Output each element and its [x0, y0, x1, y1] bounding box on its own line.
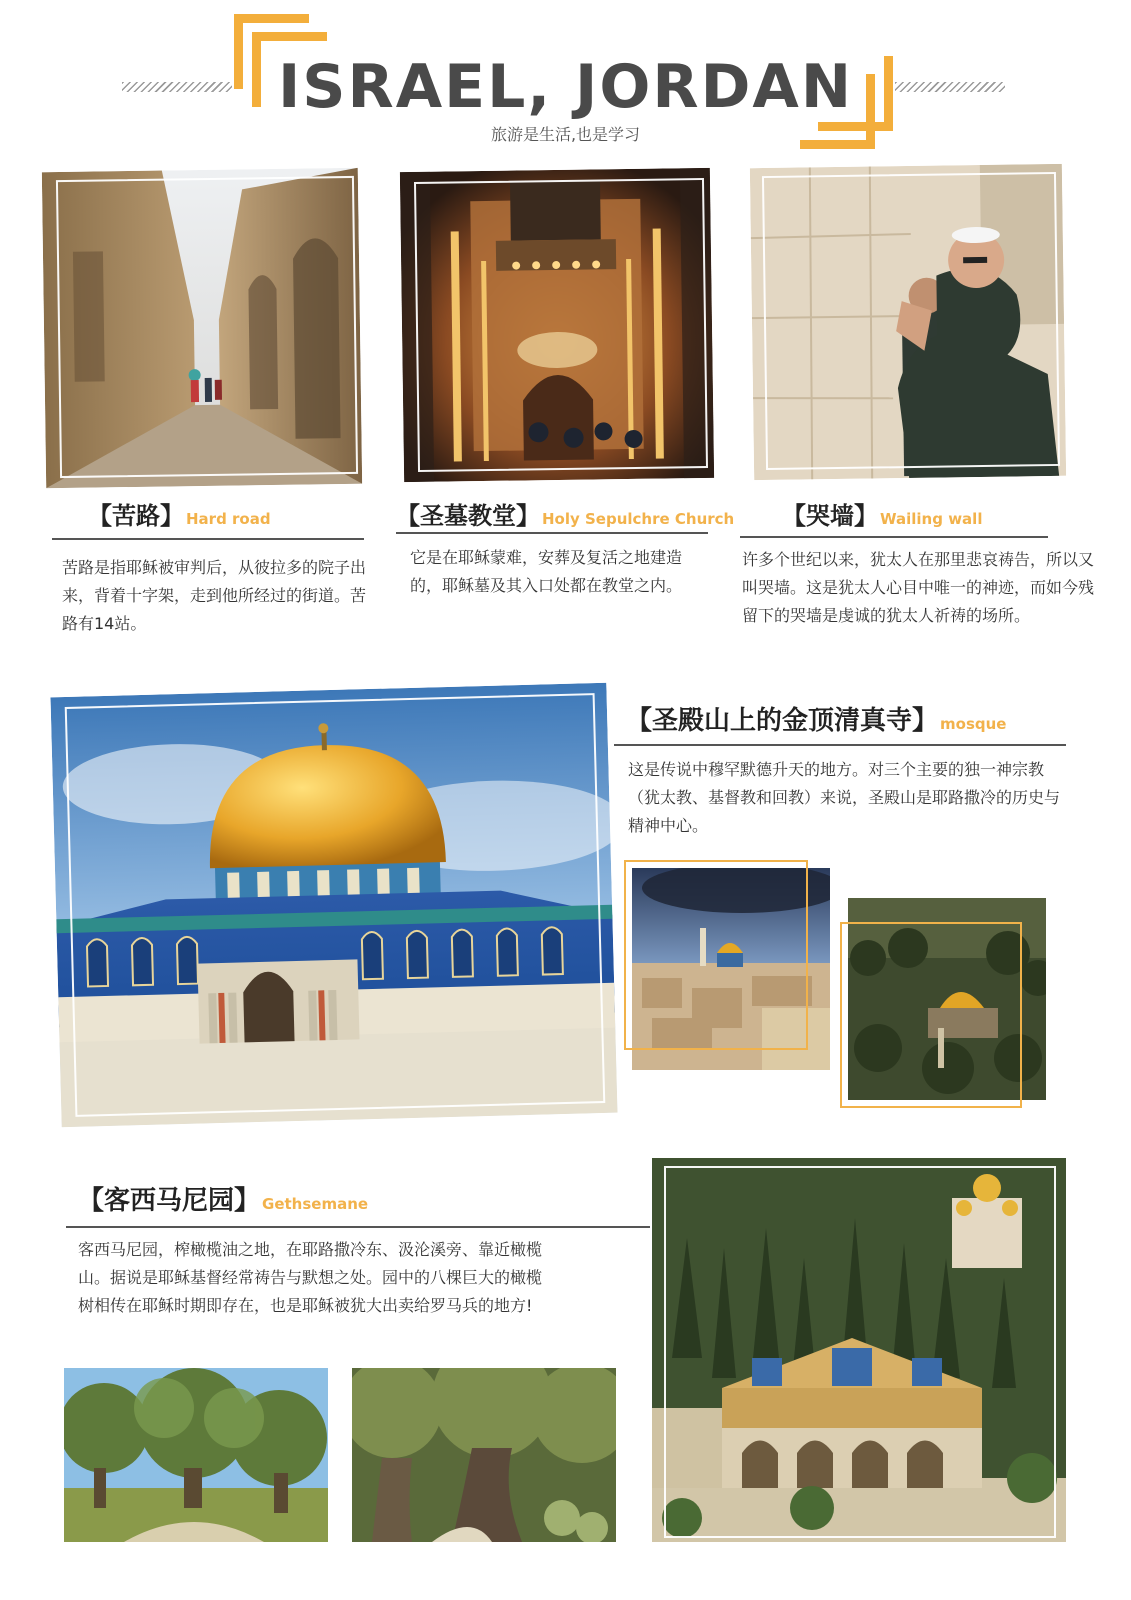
photo-church-of-all-nations: [652, 1158, 1066, 1542]
title-en-holy-sepulchre: Holy Sepulchre Church: [542, 510, 735, 528]
photo-dome-of-the-rock: [50, 683, 617, 1127]
page-subtitle: 旅游是生活,也是学习: [490, 125, 641, 144]
photo-olive-garden-2: [352, 1368, 616, 1542]
description-wailing-wall: 许多个世纪以来，犹太人在那里悲哀祷告，所以又叫哭墙。这是犹太人心目中唯一的神迹，而如今残留下的哭墙是虔诚的犹太人祈祷的场所。: [742, 550, 1095, 625]
photo-holy-sepulchre: [400, 168, 714, 482]
description-holy-sepulchre: 它是在耶稣蒙难，安葬及复活之地建造的，耶稣墓及其入口处都在教堂之内。: [410, 548, 683, 595]
photo-olive-garden-1: [64, 1368, 328, 1542]
section-title-gethsemane: [78, 1180, 368, 1217]
description-hard-road: 苦路是指耶稣被审判后，从彼拉多的院子出来，背着十字架，走到他所经过的街道。苦路有14站。: [62, 558, 367, 633]
title-zh-wailing-wall: 【哭墙】: [782, 502, 878, 530]
photo-hard-road: [42, 168, 362, 488]
divider-wailing-wall: [740, 536, 1048, 538]
title-zh-gethsemane: 【客西马尼园】: [78, 1186, 261, 1216]
title-en-hard-road: Hard road: [186, 510, 271, 528]
divider-hard-road: [52, 538, 364, 540]
photo-jerusalem-skyline: [632, 868, 830, 1070]
title-en-wailing-wall: Wailing wall: [880, 510, 983, 528]
description-mosque: 这是传说中穆罕默德升天的地方。对三个主要的独一神宗教（犹太教、基督教和回教）来说，圣殿山是耶路撒冷的历史与精神中心。: [628, 760, 1061, 835]
page-title: ISRAEL, JORDAN: [277, 52, 854, 122]
title-en-gethsemane: Gethsemane: [262, 1195, 369, 1213]
divider-mosque: [614, 744, 1066, 746]
section-title-mosque: [626, 700, 1006, 737]
title-en-mosque: mosque: [940, 715, 1007, 733]
photo-wailing-wall: [750, 164, 1066, 480]
title-zh-mosque: 【圣殿山上的金顶清真寺】: [626, 706, 939, 736]
section-title-holy-sepulchre: [396, 496, 734, 531]
photo-dome-among-trees: [848, 898, 1046, 1100]
section-title-wailing-wall: [782, 496, 982, 531]
divider-holy-sepulchre: [396, 532, 708, 534]
section-title-hard-road: [88, 496, 271, 531]
description-gethsemane: 客西马尼园，榨橄榄油之地，在耶路撒冷东、汲沦溪旁、靠近橄榄山。据说是耶稣基督经常祷告与默想之处。园中的八棵巨大的橄榄树相传在耶稣时期即存在，也是耶稣被犹大出卖给罗马兵的地方!: [78, 1240, 543, 1315]
title-zh-hard-road: 【苦路】: [88, 502, 184, 530]
title-zh-holy-sepulchre: 【圣墓教堂】: [396, 502, 540, 530]
divider-gethsemane: [66, 1226, 650, 1228]
